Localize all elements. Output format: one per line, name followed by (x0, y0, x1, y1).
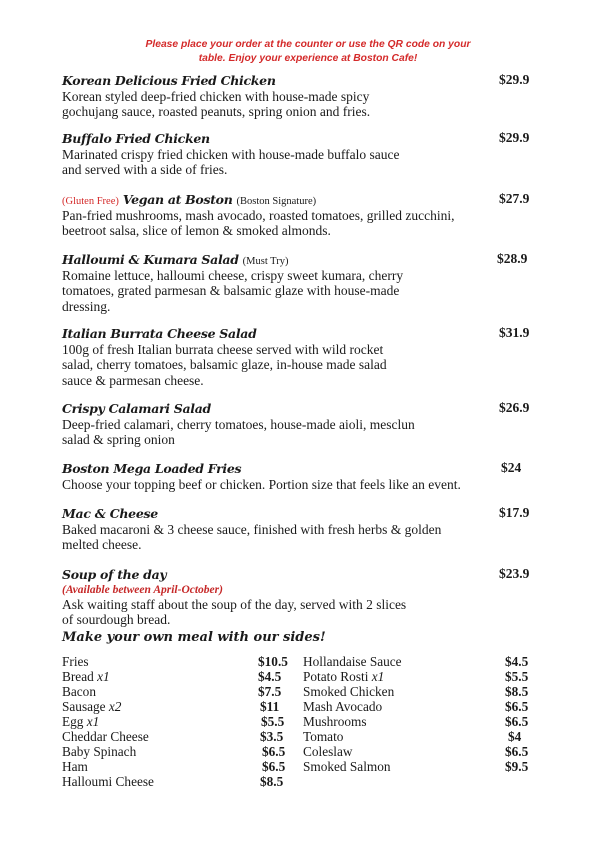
side-price: $6.5 (262, 759, 286, 774)
dish-name: Halloumi & Kumara Salad (62, 252, 239, 267)
dish-name: Mac & Cheese (62, 506, 158, 521)
description-line: tomatoes, grated parmesan & balsamic glaze with house-made (62, 283, 400, 299)
side-name: Baby Spinach (62, 744, 137, 759)
side-name: Fries (62, 654, 89, 669)
menu-item-mac-and-cheese (62, 505, 537, 553)
dish-name: Soup of the day (62, 567, 167, 582)
side-item (303, 669, 537, 684)
description-line: Deep-fried calamari, cherry tomatoes, house-made aioli, mesclun (62, 417, 415, 432)
side-price: $6.5 (505, 699, 529, 714)
side-price: $6.5 (505, 744, 529, 759)
side-item (62, 654, 294, 669)
description-line: and served with a side of fries. (62, 162, 228, 178)
dish-price: $27.9 (499, 191, 530, 206)
description-line: 100g of fresh Italian burrata cheese served with wild rocket (62, 342, 384, 357)
side-item (62, 759, 294, 774)
side-name: Bacon (62, 684, 96, 699)
side-item (303, 729, 537, 744)
availability-note: (Available between April-October) (62, 584, 223, 596)
description-line: Romaine lettuce, halloumi cheese, crispy sweet kumara, cherry (62, 268, 404, 283)
sides-list-right (303, 654, 537, 774)
menu-item-crispy-calamari-salad (62, 400, 537, 448)
side-qty: x1 (371, 669, 385, 684)
description-line: dressing. (62, 298, 111, 314)
description-line: gochujang sauce, roasted peanuts, spring onion and fries. (62, 104, 371, 120)
side-price: $4.5 (505, 654, 529, 669)
side-price: $5.5 (505, 669, 529, 684)
gluten-free-tag: (Gluten Free) (62, 196, 119, 207)
dish-name: Crispy Calamari Salad (62, 401, 211, 416)
side-item (303, 699, 537, 714)
description-line: Korean styled deep-fried chicken with house-made spicy (62, 89, 370, 104)
side-item (62, 714, 294, 729)
side-price: $7.5 (258, 684, 282, 699)
description-line: Pan-fried mushrooms, mash avocado, roasted tomatoes, grilled zucchini, (62, 208, 455, 223)
side-name: Mushrooms (303, 714, 367, 729)
dish-price: $23.9 (499, 566, 530, 581)
side-name: Ham (62, 759, 88, 774)
dish-name: Italian Burrata Cheese Salad (62, 326, 257, 341)
order-notice (110, 38, 506, 66)
side-name: Smoked Chicken (303, 684, 395, 699)
side-qty: x2 (108, 699, 122, 714)
dish-name: Boston Mega Loaded Fries (62, 461, 242, 476)
dish-price: $17.9 (499, 505, 530, 520)
side-name: Cheddar Cheese (62, 729, 149, 744)
must-try-tag: (Must Try) (242, 256, 289, 267)
dish-price: $31.9 (499, 325, 530, 340)
dish-description (62, 89, 537, 120)
dish-price: $28.9 (497, 251, 528, 266)
side-item (62, 774, 294, 789)
description-line: Ask waiting staff about the soup of the day, served with 2 slices (62, 597, 407, 612)
side-price: $8.5 (505, 684, 529, 699)
order-notice-line-2: table. Enjoy your experience at Boston Cafe! (198, 53, 418, 64)
dish-description (62, 147, 537, 178)
sides-heading: Make your own meal with our sides! (62, 630, 326, 645)
side-qty: x1 (86, 714, 100, 729)
side-price: $3.5 (260, 729, 284, 744)
side-name: Sausage (62, 699, 106, 714)
side-item (62, 744, 294, 759)
side-qty: x1 (97, 669, 110, 684)
description-line: salad & spring onion (62, 432, 175, 448)
description-line: sauce & parmesan cheese. (62, 372, 204, 388)
side-price: $9.5 (505, 759, 529, 774)
description-line: melted cheese. (62, 537, 142, 553)
menu-item-italian-burrata-salad (62, 325, 537, 388)
dish-price: $29.9 (499, 72, 530, 87)
sides-list-left (62, 654, 294, 789)
dish-description (62, 522, 537, 553)
description-line: Baked macaroni & 3 cheese sauce, finished with fresh herbs & golden (62, 522, 442, 537)
dish-price: $24 (501, 460, 522, 475)
menu-item-soup-of-the-day (62, 566, 537, 628)
dish-description (62, 268, 537, 314)
side-item (62, 669, 294, 684)
dish-description (62, 342, 537, 388)
side-item (62, 699, 294, 714)
dish-price: $29.9 (499, 130, 530, 145)
side-price: $6.5 (262, 744, 286, 759)
side-name: Egg (62, 714, 84, 729)
side-price: $10.5 (258, 654, 288, 669)
menu-item-buffalo-fried-chicken (62, 130, 537, 178)
side-name: Halloumi Cheese (62, 774, 154, 789)
description-line: Marinated crispy fried chicken with house-made buffalo sauce (62, 147, 400, 162)
menu-item-boston-mega-loaded-fries (62, 460, 537, 492)
description-line: salad, cherry tomatoes, balsamic glaze, in-house made salad (62, 357, 387, 373)
side-price: $5.5 (261, 714, 285, 729)
side-name: Bread (62, 669, 94, 684)
side-price: $6.5 (505, 714, 529, 729)
side-item (303, 744, 537, 759)
dish-description (62, 597, 537, 628)
dish-name: Korean Delicious Fried Chicken (62, 73, 276, 88)
side-name: Potato Rosti (303, 669, 369, 684)
dish-price: $26.9 (499, 400, 530, 415)
signature-tag: (Boston Signature) (236, 196, 317, 207)
description-line: of sourdough bread. (62, 612, 171, 628)
side-item (62, 684, 294, 699)
dish-name: Buffalo Fried Chicken (62, 131, 210, 146)
dish-description (62, 417, 537, 448)
description-line: beetroot salsa, slice of lemon & smoked almonds. (62, 223, 331, 239)
order-notice-line-1: Please place your order at the counter or use the QR code on your (145, 39, 471, 50)
side-price: $8.5 (260, 774, 284, 789)
side-price: $11 (260, 699, 280, 714)
side-name: Tomato (303, 729, 344, 744)
dish-name: Vegan at Boston (122, 192, 233, 207)
side-item (62, 729, 294, 744)
menu-item-halloumi-kumara-salad (62, 251, 537, 314)
menu-item-korean-fried-chicken (62, 72, 537, 120)
side-name: Hollandaise Sauce (303, 654, 402, 669)
dish-description (62, 477, 537, 492)
menu-item-vegan-at-boston (62, 191, 537, 239)
side-name: Smoked Salmon (303, 759, 391, 774)
side-name: Coleslaw (303, 744, 353, 759)
side-item (303, 759, 537, 774)
side-name: Mash Avocado (303, 699, 383, 714)
side-price: $4.5 (258, 669, 282, 684)
dish-description (62, 208, 537, 239)
side-item (303, 684, 537, 699)
side-price: $4 (508, 729, 522, 744)
description-line: Choose your topping beef or chicken. Portion size that feels like an event. (62, 477, 461, 492)
side-item (303, 654, 537, 669)
side-item (303, 714, 537, 729)
